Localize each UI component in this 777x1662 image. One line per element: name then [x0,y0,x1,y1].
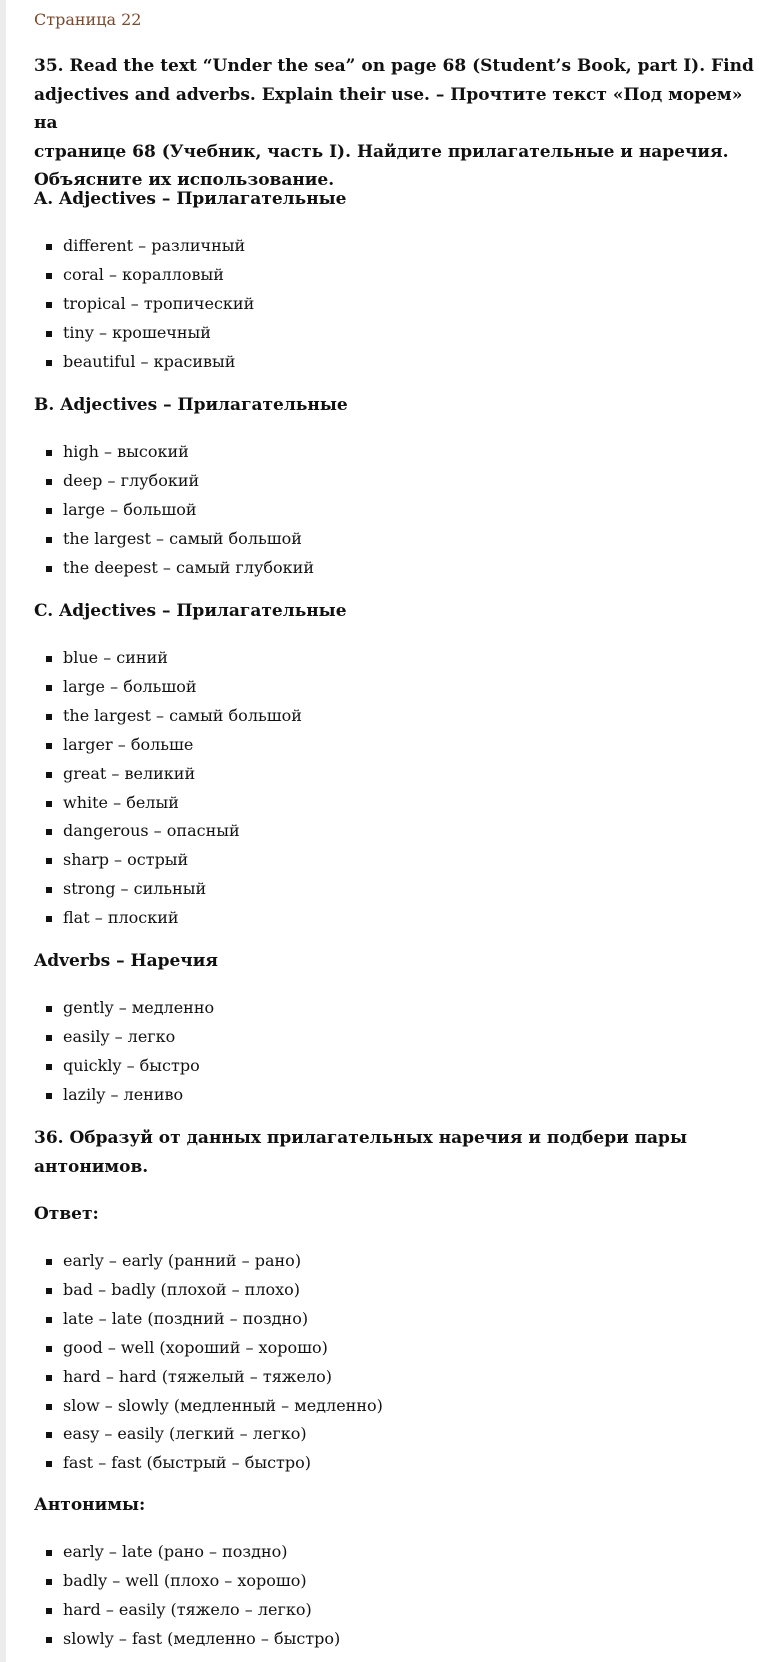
square-bullet-icon [46,302,52,308]
list-item [34,1334,383,1363]
square-bullet-icon [46,656,52,662]
square-bullet-icon [46,1006,52,1012]
task-35-heading-line: странице 68 (Учебник, часть I). Найдите прилагательные и наречия. [34,141,729,162]
square-bullet-icon [46,801,52,807]
list-item [34,261,254,290]
square-bullet-icon [46,887,52,893]
list-item [34,348,254,377]
list-item-text: different – различный [63,236,246,255]
square-bullet-icon [46,1404,52,1410]
adverbs-heading: Adverbs – Наречия [34,951,218,971]
list-item [34,1023,214,1052]
list-item-text: larger – больше [63,734,194,754]
list-item [34,1449,383,1478]
list-item [34,673,302,702]
list-item-text: the largest – самый большой [63,528,302,548]
section-c-heading: C. Adjectives – Прилагательные [34,601,347,621]
list-item-text: slowly – fast (медленно – быстро) [63,1628,341,1648]
square-bullet-icon [46,1035,52,1041]
list-item [34,232,254,261]
square-bullet-icon [46,829,52,835]
list-item-text: coral – коралловый [63,264,224,284]
list-item [34,702,302,731]
square-bullet-icon [46,714,52,720]
square-bullet-icon [46,508,52,514]
square-bullet-icon [46,1346,52,1352]
list-item [34,290,254,319]
list-item-text: fast – fast (быстрый – быстро) [63,1453,311,1473]
list-item-text: hard – easily (тяжело – легко) [63,1599,312,1619]
list-item [34,731,302,760]
list-item-text: good – well (хороший – хорошо) [63,1337,328,1357]
page-left-border [0,0,6,1662]
list-item [34,319,254,348]
section-a-list [34,232,254,377]
task-35-heading-line: adjectives and adverbs. Explain their use. – Прочтите текст «Под морем» на [34,84,743,133]
list-item [34,1420,383,1449]
task-36-heading-line: антонимов. [34,1156,149,1177]
list-item-text: blue – синий [63,648,168,667]
square-bullet-icon [46,566,52,572]
square-bullet-icon [46,1550,52,1556]
square-bullet-icon [46,1093,52,1099]
list-item [34,1247,383,1276]
list-item [34,554,314,583]
task-35-heading [34,52,754,195]
list-item-text: badly – well (плохо – хорошо) [63,1570,307,1590]
square-bullet-icon [46,1317,52,1323]
list-item [34,875,302,904]
list-item-text: easily – легко [63,1026,176,1046]
square-bullet-icon [46,1259,52,1265]
list-item-text: large – большой [63,499,197,519]
list-item-text: early – early (ранний – рано) [63,1251,302,1270]
square-bullet-icon [46,1288,52,1294]
list-item-text: early – late (рано – поздно) [63,1542,288,1561]
list-item-text: late – late (поздний – поздно) [63,1308,309,1328]
list-item-text: great – великий [63,763,196,783]
square-bullet-icon [46,273,52,279]
square-bullet-icon [46,743,52,749]
square-bullet-icon [46,479,52,485]
square-bullet-icon [46,331,52,337]
square-bullet-icon [46,685,52,691]
list-item [34,1081,214,1110]
list-item-text: easy – easily (легкий – легко) [63,1424,307,1444]
square-bullet-icon [46,1375,52,1381]
square-bullet-icon [46,1064,52,1070]
task-35-heading-line: Объясните их использование. [34,170,335,190]
list-item-text: the deepest – самый глубокий [63,557,314,577]
list-item-text: tiny – крошечный [63,322,211,342]
list-item [34,789,302,818]
square-bullet-icon [46,858,52,864]
square-bullet-icon [46,244,52,250]
square-bullet-icon [46,916,52,922]
square-bullet-icon [46,1461,52,1467]
list-item-text: flat – плоский [63,908,179,928]
square-bullet-icon [46,772,52,778]
list-item [34,1625,340,1654]
list-item-text: tropical – тропический [63,293,255,313]
list-item-text: quickly – быстро [63,1055,200,1075]
section-c-list [34,644,302,933]
list-item [34,1052,214,1081]
list-item-text: lazily – лениво [63,1084,184,1104]
list-item [34,994,214,1023]
list-item [34,1363,383,1392]
page-number-label: Страница 22 [34,10,142,29]
task-36-heading-line: 36. Образуй от данных прилагательных наречия и подбери пары [34,1128,687,1148]
answer-heading: Ответ: [34,1204,99,1224]
square-bullet-icon [46,1608,52,1614]
list-item [34,817,302,846]
list-item [34,644,302,673]
list-item-text: bad – badly (плохой – плохо) [63,1279,301,1299]
list-item-text: white – белый [63,792,179,812]
square-bullet-icon [46,1637,52,1643]
list-item-text: sharp – острый [63,850,189,870]
list-item [34,846,302,875]
list-item-text: slow – slowly (медленный – медленно) [63,1395,383,1415]
antonyms-heading: Антонимы: [34,1495,146,1515]
list-item-text: dangerous – опасный [63,821,240,841]
section-b-list [34,438,314,583]
square-bullet-icon [46,537,52,543]
list-item [34,467,314,496]
list-item-text: beautiful – красивый [63,351,236,371]
task-36-heading [34,1124,754,1181]
list-item [34,496,314,525]
list-item [34,904,302,933]
adverbs-list [34,994,214,1110]
list-item-text: high – высокий [63,442,189,461]
task-35-heading-line: 35. Read the text “Under the sea” on page 68 (Student’s Book, part I). Find [34,56,754,76]
list-item-text: hard – hard (тяжелый – тяжело) [63,1366,333,1386]
square-bullet-icon [46,450,52,456]
list-item-text: deep – глубокий [63,470,200,490]
list-item [34,760,302,789]
section-b-heading: B. Adjectives – Прилагательные [34,395,348,415]
list-item [34,1305,383,1334]
list-item [34,1538,340,1567]
section-a-heading: A. Adjectives – Прилагательные [34,189,347,209]
square-bullet-icon [46,1432,52,1438]
list-item-text: strong – сильный [63,879,207,899]
answer-list [34,1247,383,1478]
list-item [34,1276,383,1305]
list-item-text: large – большой [63,676,197,696]
list-item [34,438,314,467]
list-item-text: gently – медленно [63,998,215,1017]
list-item [34,1392,383,1421]
antonyms-list [34,1538,340,1654]
list-item [34,525,314,554]
list-item [34,1596,340,1625]
square-bullet-icon [46,360,52,366]
square-bullet-icon [46,1579,52,1585]
list-item-text: the largest – самый большой [63,705,302,725]
list-item [34,1567,340,1596]
